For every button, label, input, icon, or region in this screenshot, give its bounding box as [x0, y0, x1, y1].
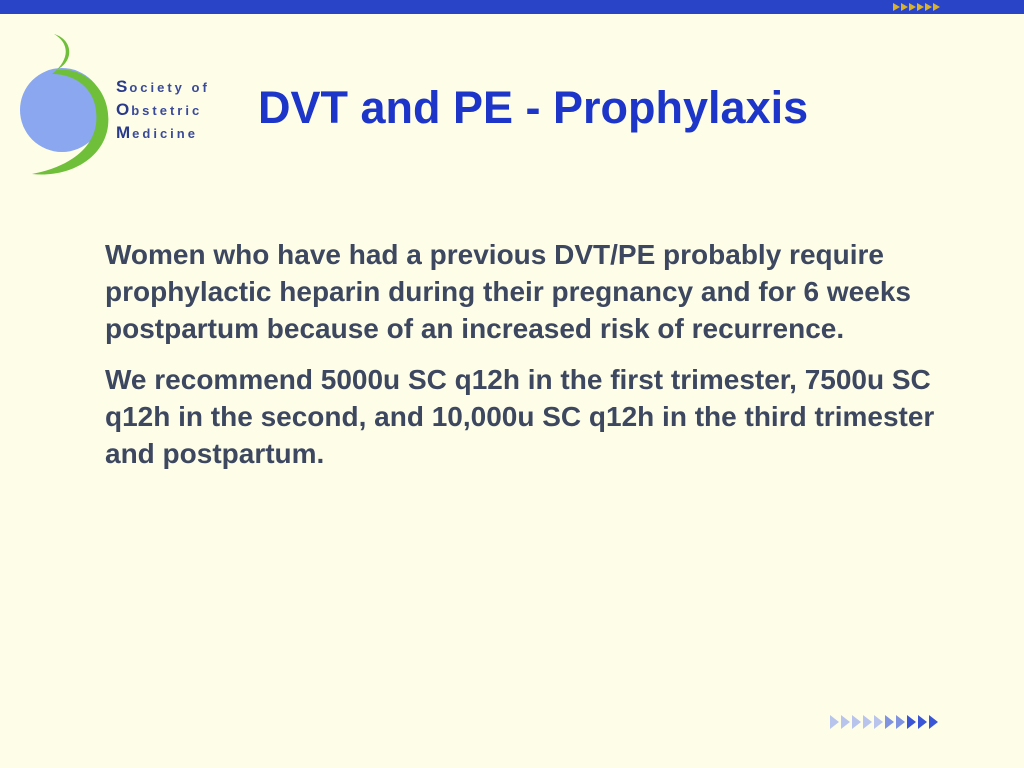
paragraph-prophylaxis: Women who have had a previous DVT/PE probably require prophylactic heparin during their pregnancy and for 6 weeks postpartum because of an increased risk of recurrence. [105, 239, 911, 344]
logo-line-society: Society of [116, 77, 210, 96]
top-arrows-icon [893, 0, 940, 14]
next-slide-arrows-icon[interactable] [830, 715, 938, 729]
top-bar [0, 0, 1024, 14]
logo-wordmark [116, 76, 210, 145]
slide-body [105, 236, 985, 486]
slide-title: DVT and PE - Prophylaxis [258, 82, 809, 133]
society-logo [12, 28, 222, 180]
paragraph-dosing: We recommend 5000u SC q12h in the first trimester, 7500u SC q12h in the second, and 10,000u SC q12h in the third trimester and postpartum. [105, 364, 935, 469]
logo-line-obstetric: Obstetric [116, 100, 203, 119]
logo-line-medicine: Medicine [116, 123, 198, 142]
